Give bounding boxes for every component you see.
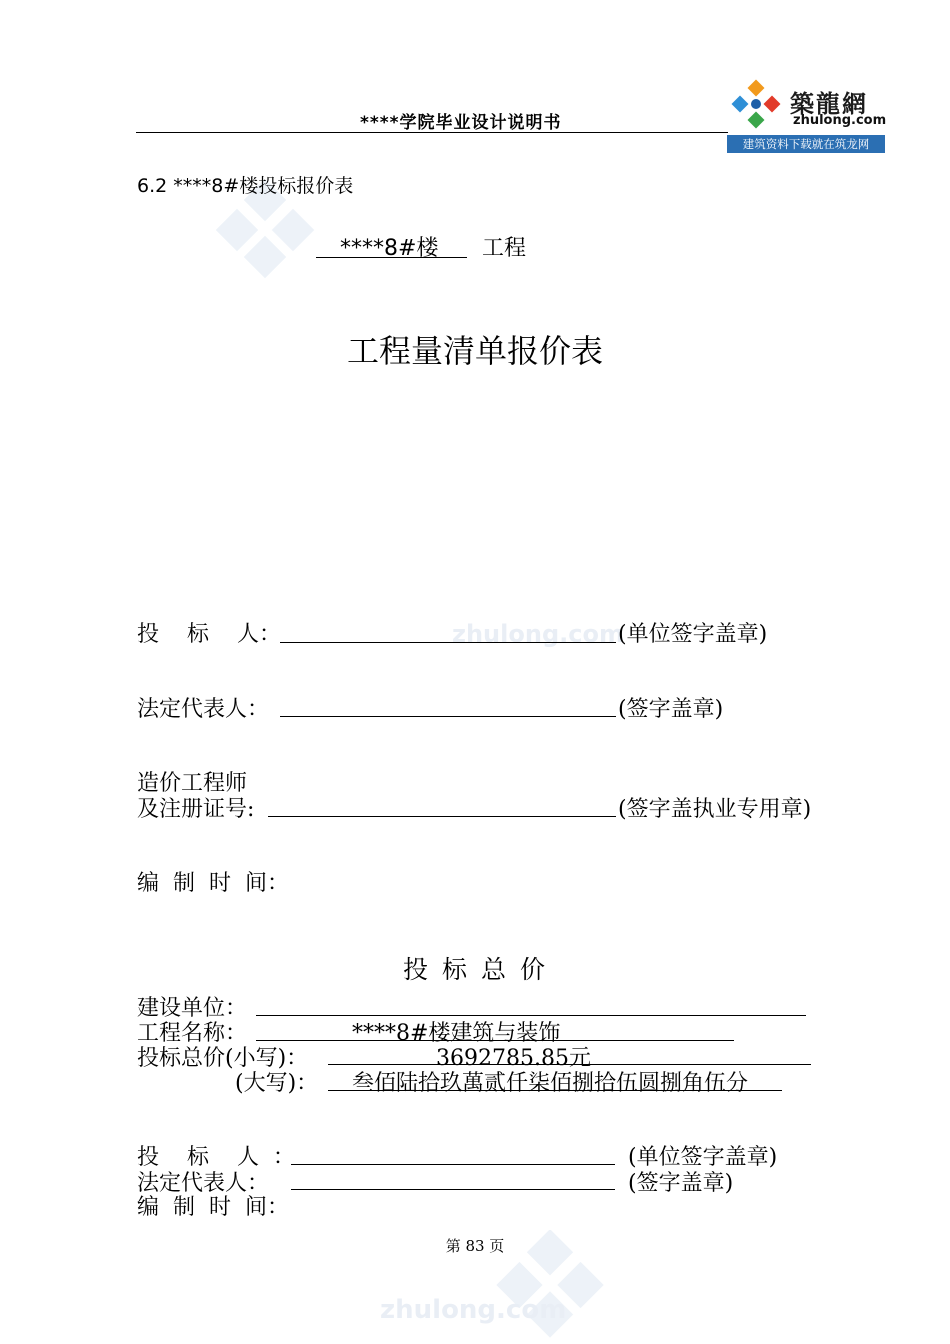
date-label-2: 编 制 时 间： xyxy=(137,1195,289,1220)
page-number: 第 83 页 xyxy=(445,1237,505,1255)
bid-total-title: 投标总价 xyxy=(402,955,559,984)
amount-small-value: 3692785.85元 xyxy=(436,1046,591,1071)
bidder-signature-line xyxy=(280,642,616,643)
logo-english-text: zhulong.com xyxy=(793,113,887,128)
document-header-title: ****学院毕业设计说明书 xyxy=(360,113,562,133)
section-heading: 6.2 ****8#楼投标报价表 xyxy=(137,175,354,197)
bidder-signature-line-2 xyxy=(291,1164,615,1165)
project-name-value: ****8#楼建筑与装饰 xyxy=(352,1021,561,1046)
amount-small-label: 投标总价(小写)： xyxy=(137,1046,309,1071)
legal-rep-signature-line-2 xyxy=(291,1189,615,1190)
header-divider xyxy=(136,132,728,133)
cost-engineer-label-line1: 造价工程师 xyxy=(137,771,248,796)
cost-engineer-signature-line xyxy=(268,816,616,817)
project-name-label: 工程名称： xyxy=(137,1021,248,1046)
legal-rep-signature-line xyxy=(280,716,616,717)
logo-chinese-text: 築龍網 xyxy=(790,89,868,118)
main-title: 工程量清单报价表 xyxy=(346,332,603,370)
watermark-text: zhulong.com xyxy=(380,1295,567,1325)
amount-small-line xyxy=(328,1064,811,1065)
amount-large-value: 叁佰陆拾玖萬贰仟柒佰捌拾伍圆捌角伍分 xyxy=(352,1071,749,1096)
bidder-label-2: 投 标 人 ： xyxy=(137,1145,295,1170)
client-label: 建设单位： xyxy=(137,996,248,1021)
amount-large-line xyxy=(328,1090,782,1091)
logo-slogan-banner: 建筑资料下载就在筑龙网 xyxy=(727,135,885,153)
amount-large-label: (大写)： xyxy=(235,1071,319,1096)
project-name-suffix: 工程 xyxy=(482,236,527,261)
date-label: 编 制 时 间： xyxy=(137,871,289,896)
legal-rep-note: (签字盖章) xyxy=(618,697,724,722)
project-name-underline xyxy=(316,257,467,258)
project-name: ****8#楼 xyxy=(340,236,439,261)
bidder-note: (单位签字盖章) xyxy=(618,622,768,647)
cost-engineer-label-line2: 及注册证号: xyxy=(137,797,255,822)
watermark-text: zhulong.com xyxy=(452,620,624,648)
legal-rep-note-2: (签字盖章) xyxy=(628,1171,734,1196)
legal-rep-label: 法定代表人： xyxy=(137,697,270,722)
bidder-note-2: (单位签字盖章) xyxy=(628,1145,778,1170)
bidder-label: 投 标 人： xyxy=(137,622,281,647)
cost-engineer-note: (签字盖执业专用章) xyxy=(618,797,812,822)
legal-rep-label-2: 法定代表人： xyxy=(137,1171,270,1196)
